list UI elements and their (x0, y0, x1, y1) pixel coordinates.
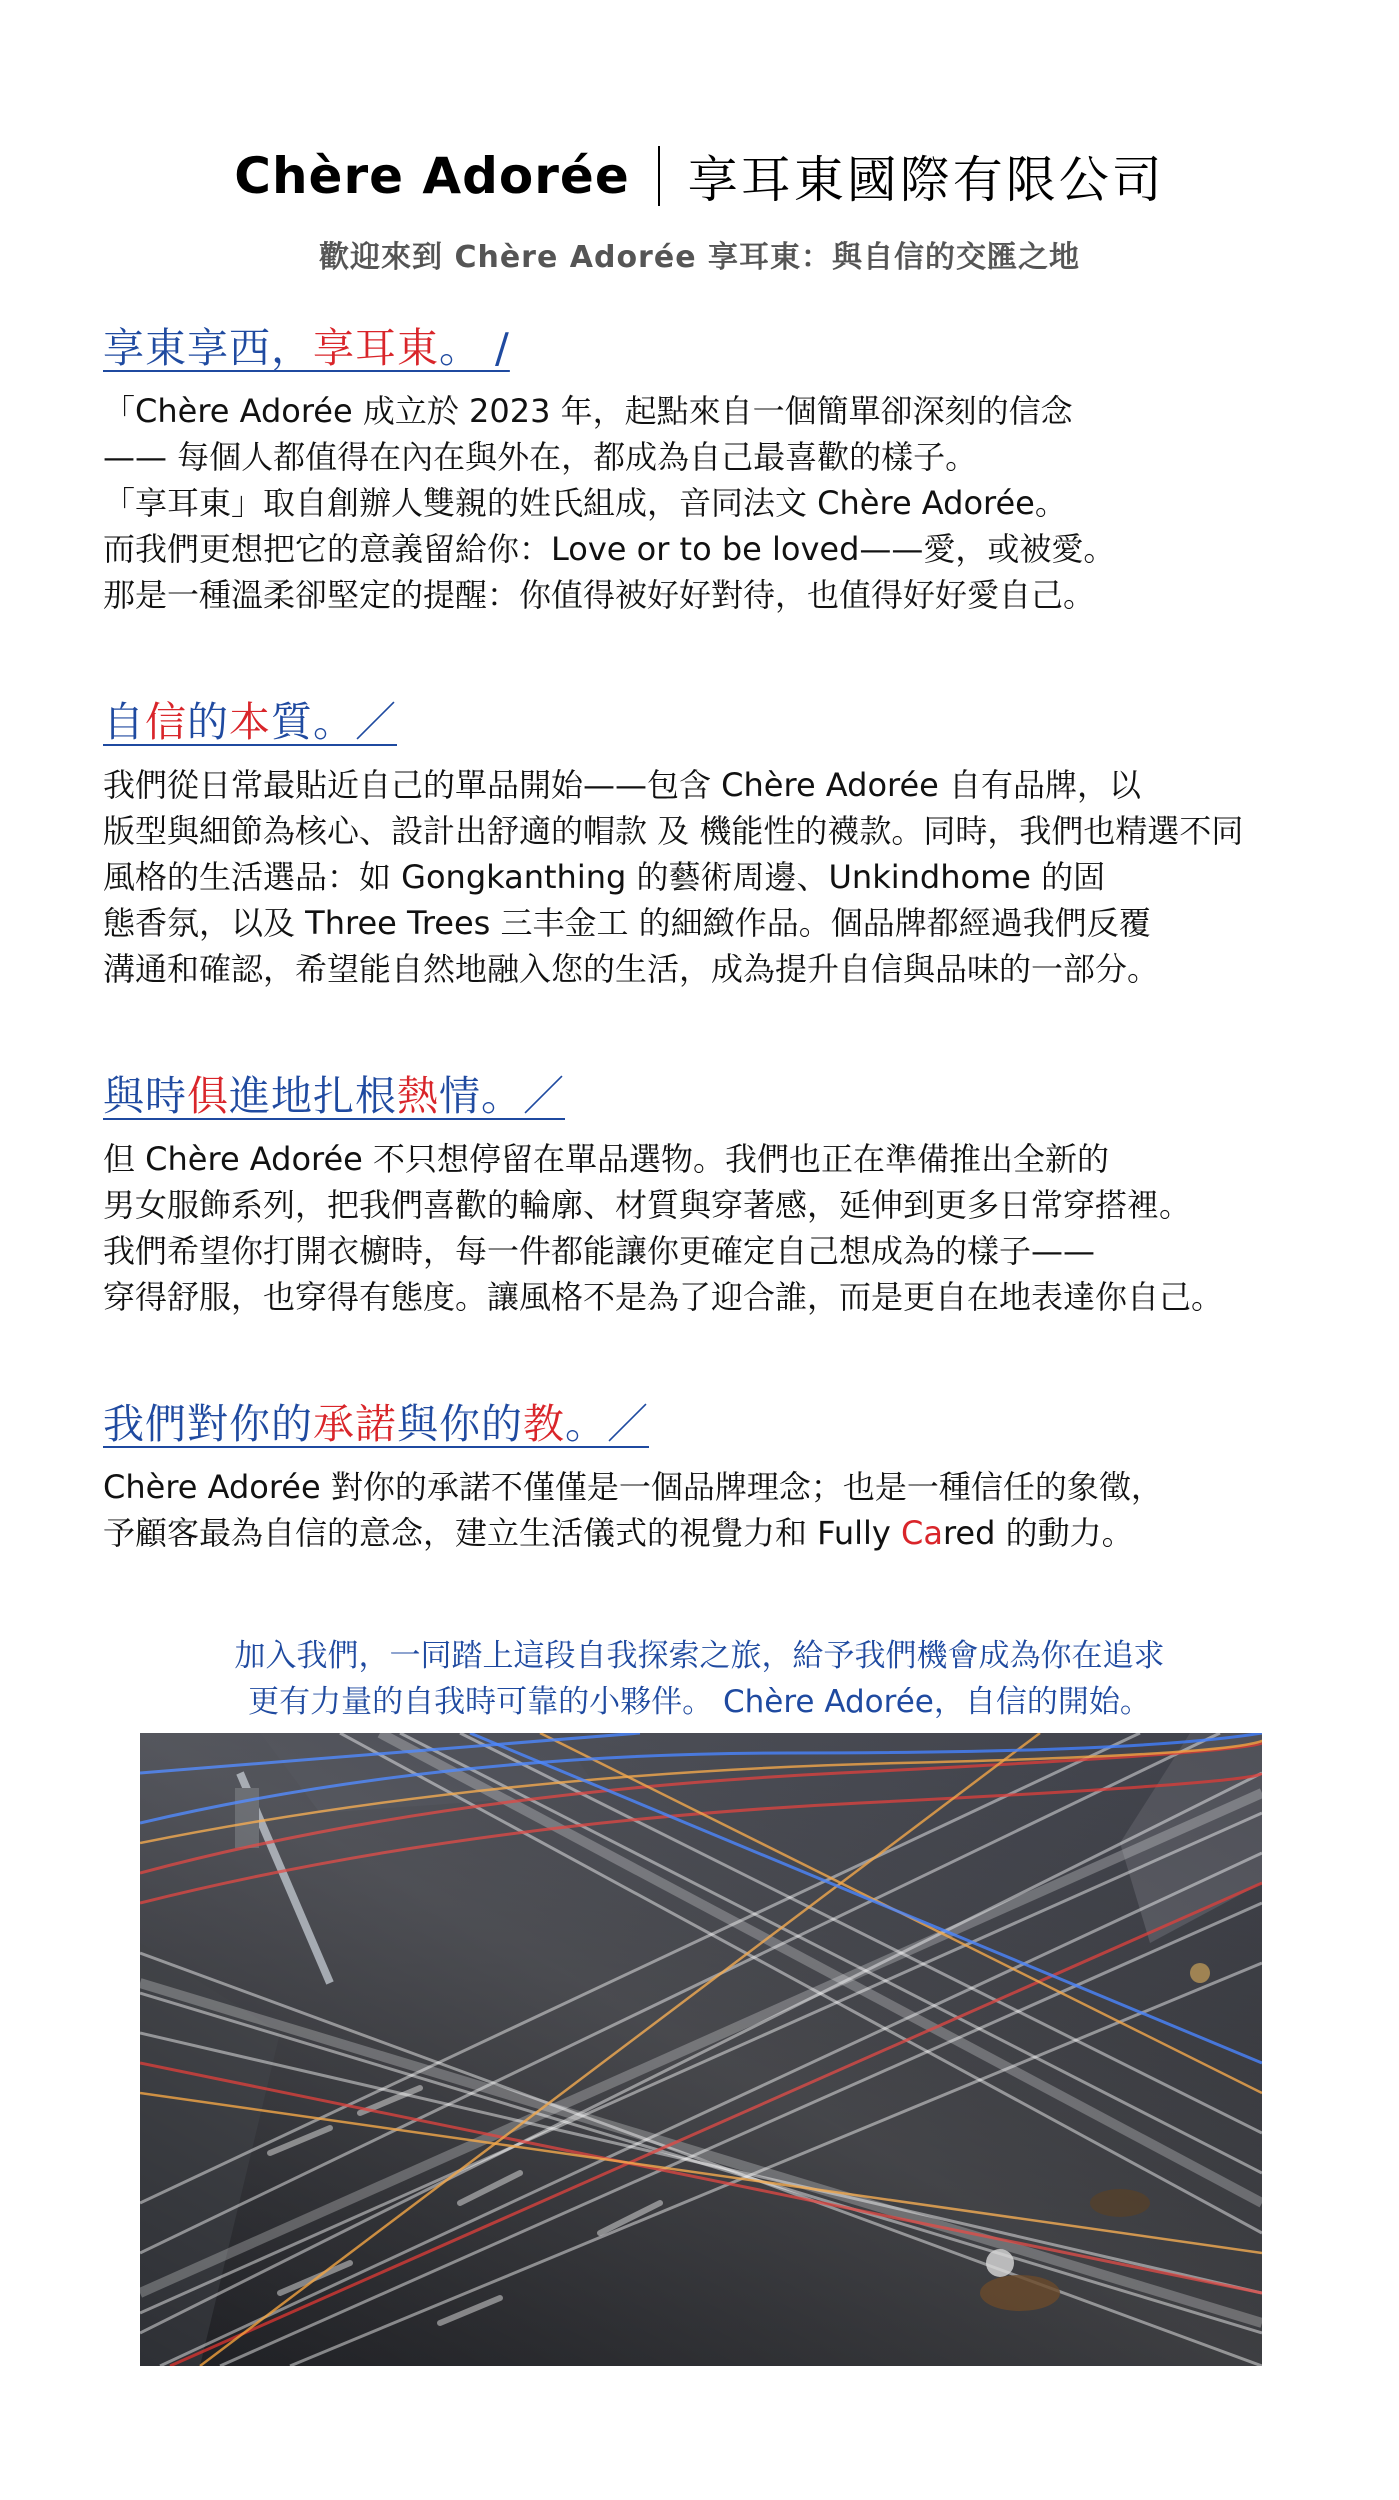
heading-part: 享東享西， (103, 324, 313, 372)
heading-part: 與你的 (397, 1400, 523, 1448)
body-line: 「享耳東」取自創辦人雙親的姓氏組成，音同法文 Chère Adorée。 (103, 484, 1067, 522)
heading-part-red: 俱 (187, 1072, 229, 1120)
heading-part: 質。／ (271, 698, 397, 746)
heading-part-red: 信 (145, 698, 187, 746)
brand-divider (658, 146, 660, 206)
section-brand-origin (103, 318, 1323, 618)
closing-line: 加入我們，一同踏上這段自我探索之旅，給予我們機會成為你在追求 (234, 1638, 1165, 1674)
body-line: 溝通和確認，希望能自然地融入您的生活，成為提升自信與品味的一部分。 (103, 950, 1160, 988)
body-line: —— 每個人都值得在內在與外在，都成為自己最喜歡的樣子。 (103, 438, 978, 476)
traffic-light-trails-photo (140, 1733, 1262, 2366)
section-body (103, 762, 1323, 992)
section-heading (103, 1066, 1323, 1126)
body-line (103, 1510, 1323, 1556)
body-line: 但 Chère Adorée 不只想停留在單品選物。我們也正在準備推出全新的 (103, 1140, 1110, 1178)
body-line: 版型與細節為核心、設計出舒適的帽款 及 機能性的襪款。同時，我們也精選不同 (103, 812, 1244, 850)
brand-row (234, 140, 1165, 212)
light-trails-illustration (140, 1733, 1262, 2366)
heading-part: 進地扎根 (229, 1072, 397, 1120)
body-line-part: 予顧客最為自信的意念，建立生活儀式的視覺力和 Fully (103, 1514, 902, 1552)
heading-part: 自 (103, 698, 145, 746)
body-line: 「Chère Adorée 成立於 2023 年，起點來自一個簡單卻深刻的信念 (103, 392, 1073, 430)
body-line: Chère Adorée 對你的承諾不僅僅是一個品牌理念；也是一種信任的象徵， (103, 1468, 1163, 1506)
heading-part: 的 (187, 698, 229, 746)
body-line: 態香氛，以及 Three Trees 三丰金工 的細緻作品。個品牌都經過我們反覆 (103, 904, 1151, 942)
section-passion (103, 1066, 1323, 1320)
welcome-subtitle: 歡迎來到 Chère Adorée 享耳東：與自信的交匯之地 (319, 240, 1080, 275)
section-promise (103, 1394, 1323, 1556)
heading-part-red: 熱 (397, 1072, 439, 1120)
closing-line: 更有力量的自我時可靠的小夥伴。 Chère Adorée，自信的開始。 (248, 1684, 1151, 1720)
heading-part: 情。／ (439, 1072, 565, 1120)
section-heading (103, 692, 1323, 752)
company-name: 享耳東國際有限公司 (687, 151, 1165, 209)
heading-part-red: 享耳東 (313, 324, 439, 372)
section-heading (103, 1394, 1323, 1454)
heading-part: 我們對你的 (103, 1400, 313, 1448)
body-line: 而我們更想把它的意義留給你：Love or to be loved——愛，或被愛。 (103, 530, 1116, 568)
closing-invitation (0, 1633, 1399, 1725)
section-body (103, 1136, 1323, 1320)
body-line: 那是一種溫柔卻堅定的提醒：你值得被好好對待，也值得好好愛自己。 (103, 576, 1096, 614)
section-body (103, 388, 1323, 618)
section-confidence (103, 692, 1323, 992)
body-line: 穿得舒服，也穿得有態度。讓風格不是為了迎合誰，而是更自在地表達你自己。 (103, 1278, 1224, 1316)
body-line: 我們從日常最貼近自己的單品開始——包含 Chère Adorée 自有品牌，以 (103, 766, 1142, 804)
heading-part-red: 承諾 (313, 1400, 397, 1448)
heading-part: 。 / (439, 324, 510, 372)
heading-part: 。／ (565, 1400, 649, 1448)
body-line-part: red 的動力。 (942, 1514, 1134, 1552)
section-body (103, 1464, 1323, 1556)
body-line-part-red: Ca (901, 1514, 943, 1552)
heading-part: 與時 (103, 1072, 187, 1120)
brand-logo: Chère Adorée (234, 147, 630, 205)
body-line: 我們希望你打開衣櫥時，每一件都能讓你更確定自己想成為的樣子—— (103, 1232, 1096, 1270)
body-line: 風格的生活選品：如 Gongkanthing 的藝術周邊、Unkindhome 的固 (103, 858, 1106, 896)
heading-part-red: 本 (229, 698, 271, 746)
body-line: 男女服飾系列，把我們喜歡的輪廓、材質與穿著感，延伸到更多日常穿搭裡。 (103, 1186, 1192, 1224)
section-heading (103, 318, 1323, 378)
brand-header (0, 140, 1399, 212)
heading-part-red: 教 (523, 1400, 565, 1448)
